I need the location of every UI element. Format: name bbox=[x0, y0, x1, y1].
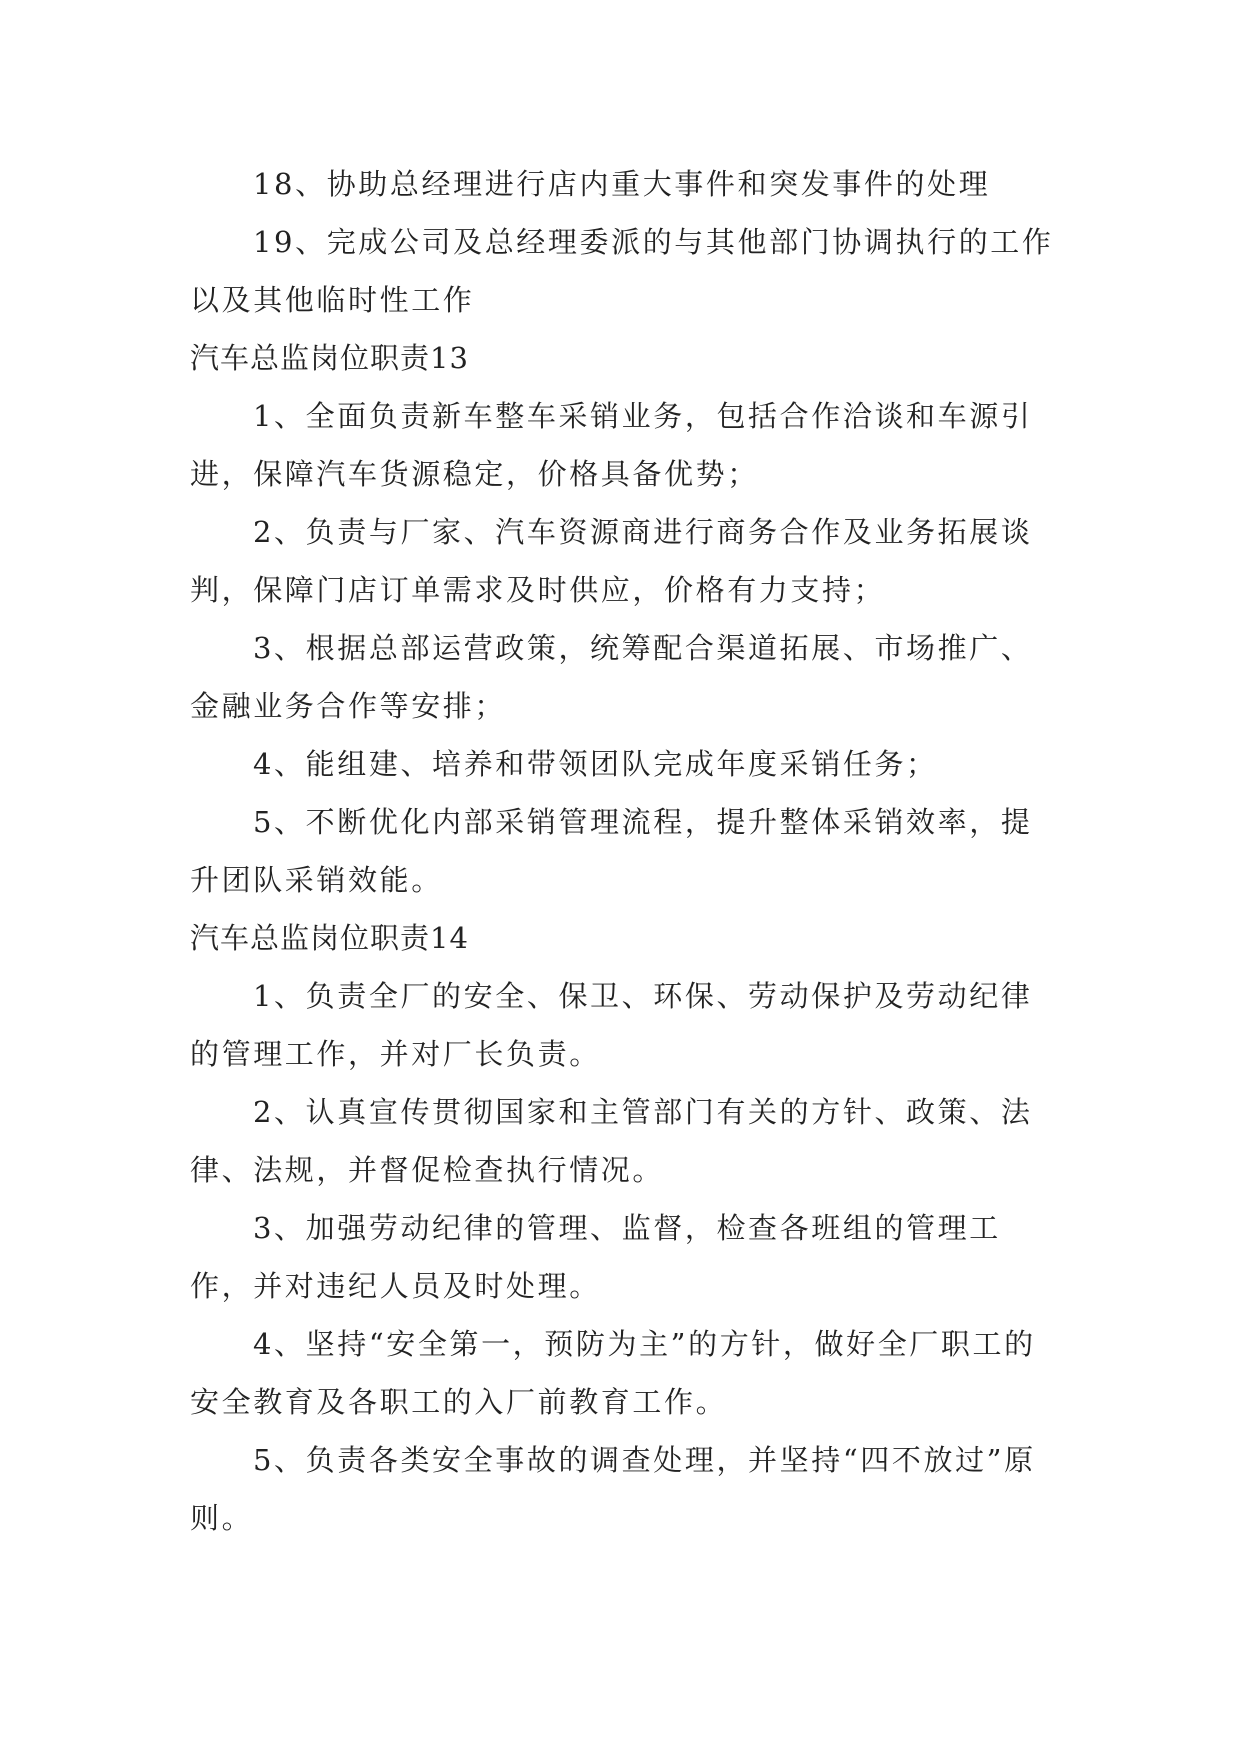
paragraph-14-item-5: 5、负责各类安全事故的调查处理，并坚持“四不放过”原则。 bbox=[190, 1443, 1036, 1535]
paragraph-13-item-5: 5、不断优化内部采销管理流程，提升整体采销效率，提升团队采销效能。 bbox=[190, 805, 1033, 897]
paragraph-item-18: 18、协助总经理进行店内重大事件和突发事件的处理 bbox=[253, 167, 991, 201]
section-heading-14: 汽车总监岗位职责14 bbox=[190, 921, 469, 955]
paragraph-14-item-3: 3、加强劳动纪律的管理、监督，检查各班组的管理工作，并对违纪人员及时处理。 bbox=[190, 1211, 1001, 1303]
paragraph-13-item-2: 2、负责与厂家、汽车资源商进行商务合作及业务拓展谈判，保障门店订单需求及时供应，价格有力支持； bbox=[190, 515, 1033, 607]
paragraph-13-item-3: 3、根据总部运营政策，统筹配合渠道拓展、市场推广、金融业务合作等安排； bbox=[190, 631, 1033, 723]
paragraph-14-item-1: 1、负责全厂的安全、保卫、环保、劳动保护及劳动纪律的管理工作，并对厂长负责。 bbox=[190, 979, 1033, 1071]
paragraph-13-item-1: 1、全面负责新车整车采销业务，包括合作洽谈和车源引进，保障汽车货源稳定，价格具备优势； bbox=[190, 399, 1033, 491]
document-body bbox=[190, 155, 1060, 1547]
paragraph-13-item-4: 4、能组建、培养和带领团队完成年度采销任务； bbox=[253, 747, 938, 781]
paragraph-14-item-4: 4、坚持“安全第一，预防为主”的方针，做好全厂职工的安全教育及各职工的入厂前教育工作。 bbox=[190, 1327, 1036, 1419]
paragraph-item-19: 19、完成公司及总经理委派的与其他部门协调执行的工作以及其他临时性工作 bbox=[190, 225, 1054, 317]
section-heading-13: 汽车总监岗位职责13 bbox=[190, 341, 469, 375]
paragraph-14-item-2: 2、认真宣传贯彻国家和主管部门有关的方针、政策、法律、法规，并督促检查执行情况。 bbox=[190, 1095, 1033, 1187]
